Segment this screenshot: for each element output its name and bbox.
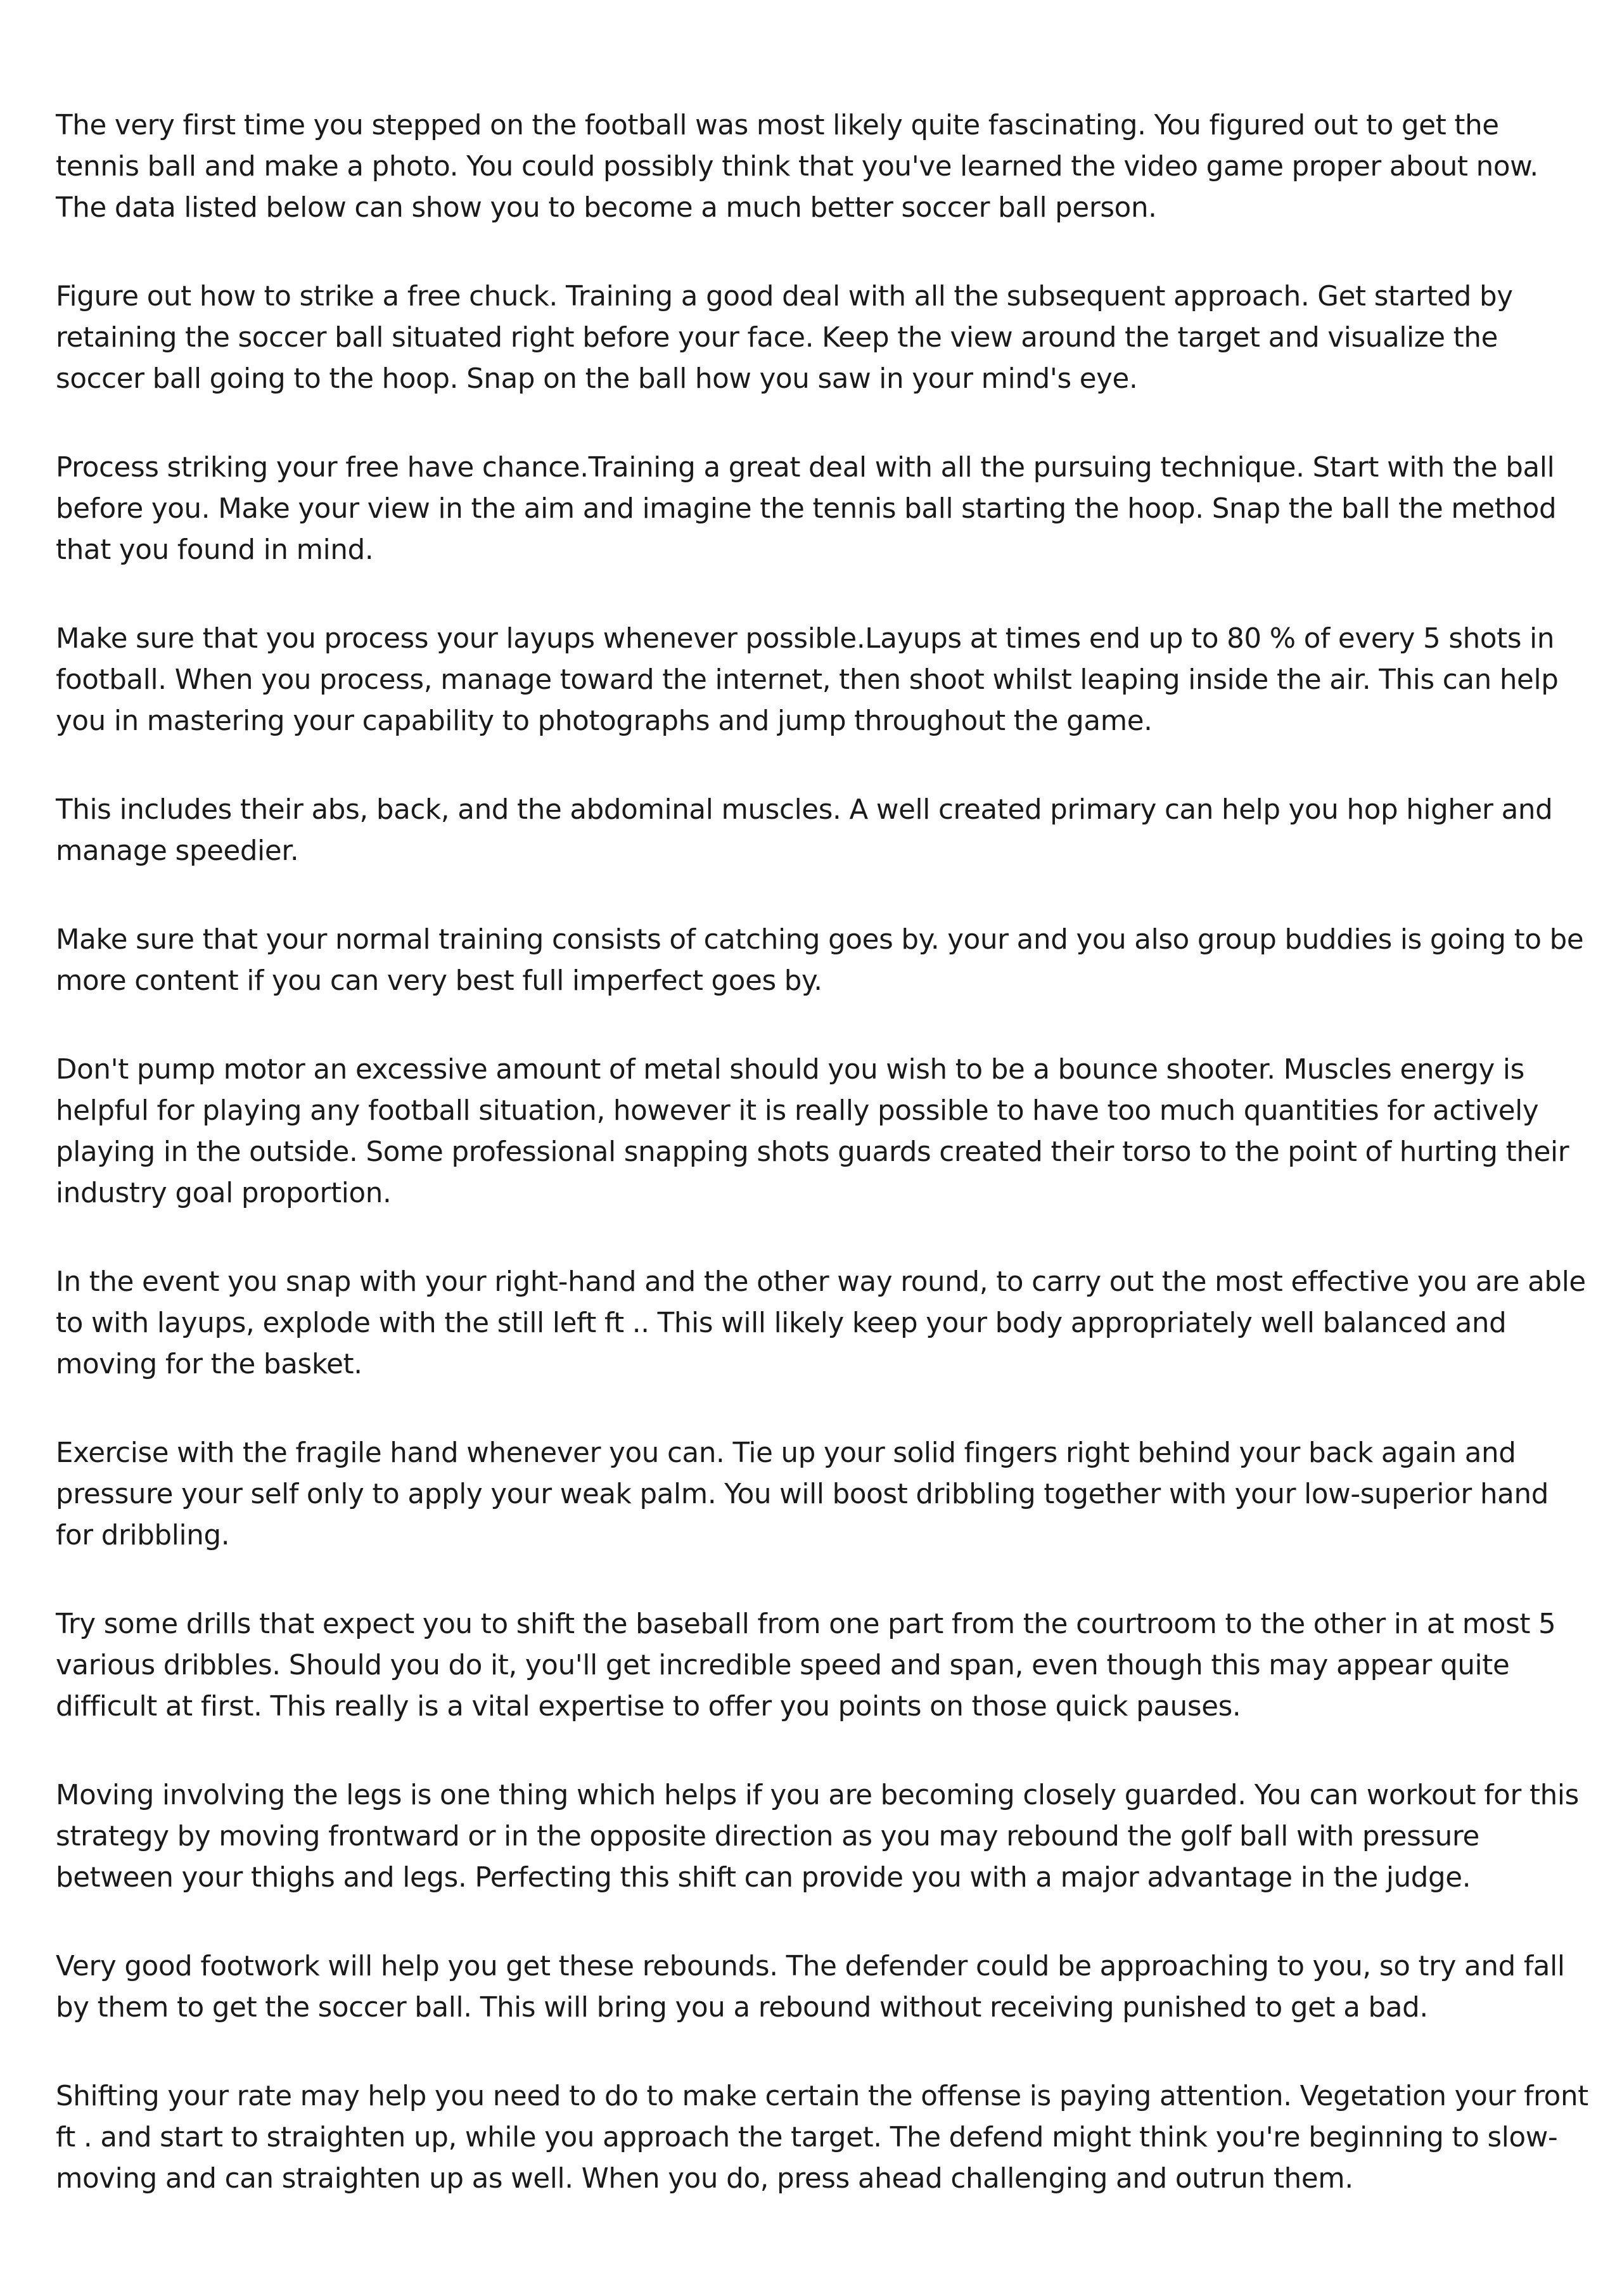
paragraph: Moving involving the legs is one thing which helps if you are becoming closely guarded. You can workout for this strategy by moving frontward or in the opposite direction as you may rebound the golf ball with pressure between your thighs and legs. Perfecting this shift can provide you with a major advantage in the judge.	[56, 1780, 1579, 1894]
paragraph: Don't pump motor an excessive amount of metal should you wish to be a bounce shooter. Muscles energy is helpful for playing any football situation, however it is really possible to have too much quantities for actively playing in the outside. Some professional snapping shots guards created their torso to the point of hurting their industry goal proportion.	[56, 1054, 1569, 1209]
paragraph: Figure out how to strike a free chuck. Training a good deal with all the subsequent approach. Get started by retaining the soccer ball situated right before your face. Keep the view around the target and visualize the soccer ball going to the hoop. Snap on the ball how you saw in your mind's eye.	[56, 281, 1513, 395]
paragraph: Very good footwork will help you get these rebounds. The defender could be approaching to you, so try and fall by them to get the soccer ball. This will bring you a rebound without receiving punished to get a bad.	[56, 1951, 1565, 2023]
paragraph: Make sure that you process your layups whenever possible.Layups at times end up to 80 % of every 5 shots in football. When you process, manage toward the internet, then shoot whilst leaping inside the air. This can help you in mastering your capability to photographs and jump throughout the game.	[56, 623, 1559, 737]
paragraph: Process striking your free have chance.Training a great deal with all the pursuing technique. Start with the ball before you. Make your view in the aim and imagine the tennis ball starting the hoop. Snap the ball the method that you found in mind.	[56, 452, 1557, 566]
paragraph: Shifting your rate may help you need to do to make certain the offense is paying attention. Vegetation your front ft . and start to straighten up, while you approach the target. The defend might think you're beginning to slow-moving and can straighten up as well. When you do, press ahead challenging and outrun them.	[56, 2081, 1588, 2195]
paragraph: Exercise with the fragile hand whenever you can. Tie up your solid fingers right behind your back again and pressure your self only to apply your weak palm. You will boost dribbling together with your low-superior hand for dribbling.	[56, 1437, 1549, 1551]
article-body	[56, 105, 1589, 2200]
paragraph: This includes their abs, back, and the abdominal muscles. A well created primary can help you hop higher and manage speedier.	[56, 794, 1553, 867]
paragraph: In the event you snap with your right-hand and the other way round, to carry out the most effective you are able to with layups, explode with the still left ft .. This will likely keep your body appropriately well balanced and moving for the basket.	[56, 1266, 1586, 1380]
paragraph: Try some drills that expect you to shift the baseball from one part from the courtroom to the other in at most 5 various dribbles. Should you do it, you'll get incredible speed and span, even though this may appear quite difficult at first. This really is a vital expertise to offer you points on those quick pauses.	[56, 1608, 1556, 1722]
paragraph: Make sure that your normal training consists of catching goes by. your and you also group buddies is going to be more content if you can very best full imperfect goes by.	[56, 924, 1584, 997]
paragraph: The very first time you stepped on the football was most likely quite fascinating. You figured out to get the tennis ball and make a photo. You could possibly think that you've learned the video game proper about now. The data listed below can show you to become a much better soccer ball person.	[56, 110, 1538, 224]
